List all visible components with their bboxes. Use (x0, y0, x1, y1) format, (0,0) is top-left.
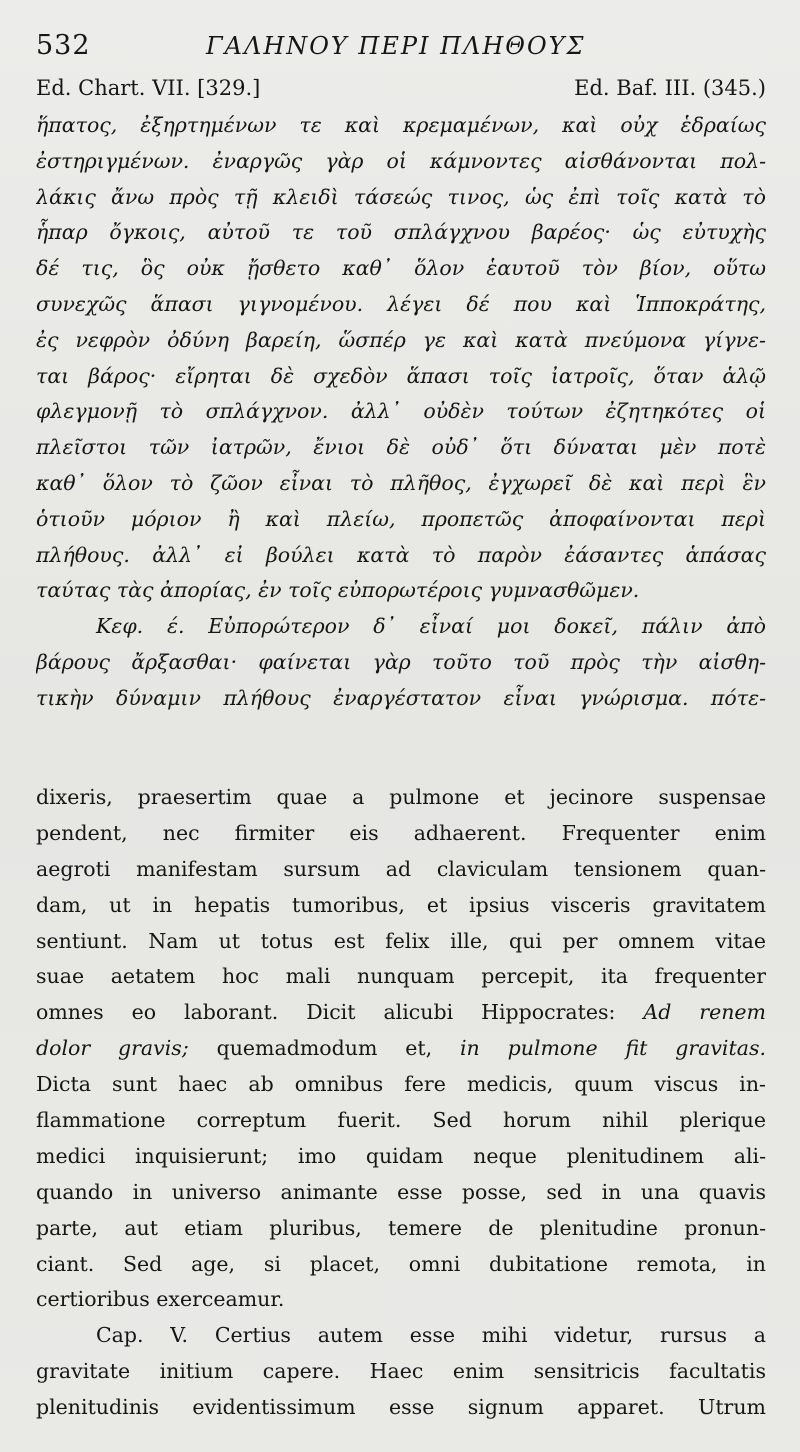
latin-line: flammatione correptum fuerit. Sed horum nihil plerique (36, 1108, 766, 1133)
latin-line (36, 1031, 766, 1067)
latin-line: sentiunt. Nam ut totus est felix ille, qui per omnem vitae (36, 928, 766, 953)
greek-line: ὁτιοῦν μόριον ἢ καὶ πλείω, προπετῶς ἀποφαίνονται περὶ (36, 506, 766, 531)
greek-line: καθ᾽ ὅλον τὸ ζῶον εἶναι τὸ πλῆθος, ἐγχωρεῖ δὲ καὶ περὶ ἓν (36, 470, 766, 495)
latin-line: ciant. Sed age, si placet, omni dubitatione remota, in (36, 1251, 766, 1276)
latin-line: aegroti manifestam sursum ad claviculam tensionem quan- (36, 856, 766, 881)
running-title: ΓΑΛΗΝΟΥ ΠΕΡΙ ΠΛΗΘΟΥΣ (206, 32, 586, 60)
greek-line: ἐστηριγμένων. ἐναργῶς γὰρ οἱ κάμνοντες αἰσθάνονται πολ- (36, 148, 766, 173)
latin-line: dam, ut in hepatis tumoribus, et ipsius visceris gravitatem (36, 892, 766, 917)
greek-line: δέ τις, ὃς οὐκ ᾔσθετο καθ᾽ ὅλον ἑαυτοῦ τὸν βίον, οὕτω (36, 256, 766, 281)
latin-line (36, 995, 766, 1031)
latin-line: pendent, nec firmiter eis adhaerent. Frequenter enim (36, 820, 766, 845)
greek-text-block (36, 108, 766, 717)
greek-line: φλεγμονῇ τὸ σπλάγχνον. ἀλλ᾽ οὐδὲν τούτων ἐζητηκότες οἱ (36, 399, 766, 424)
greek-line: ται βάρος· εἴρηται δὲ σχεδὸν ἅπασι τοῖς ἰατροῖς, ὅταν ἁλῷ (36, 363, 766, 388)
latin-line: plenitudinis evidentissimum esse signum apparet. Utrum (36, 1395, 766, 1420)
latin-line: medici inquisierunt; imo quidam neque plenitudinem ali- (36, 1143, 766, 1168)
latin-line: dixeris, praesertim quae a pulmone et jecinore suspensae (36, 785, 766, 809)
greek-line: ἐς νεφρὸν ὀδύνη βαρείη, ὥσπέρ γε καὶ κατὰ πνεύμονα γίγνε- (36, 327, 766, 352)
greek-line: ταύτας τὰς ἀπορίας, ἐν τοῖς εὐπορωτέροις γυμνασθῶμεν. (36, 578, 640, 603)
latin-text-segment: omnes eo laborant. Dicit alicubi Hippocrates: (36, 1000, 616, 1025)
greek-line: πλεῖστοι τῶν ἰατρῶν, ἔνιοι δὲ οὐδ᾽ ὅτι δύναται μὲν ποτὲ (36, 435, 766, 460)
latin-quote-italic: dolor gravis; (36, 1036, 189, 1061)
latin-text-segment: quemadmodum et, (216, 1036, 433, 1061)
latin-quote-italic: in pulmone fit gravitas. (459, 1036, 766, 1061)
latin-line: Dicta sunt haec ab omnibus fere medicis, quum viscus in- (36, 1072, 766, 1097)
page-number: 532 (36, 30, 91, 61)
edition-reference-line (36, 76, 766, 104)
latin-text-block (36, 780, 766, 1426)
greek-line: τικὴν δύναμιν πλήθους ἐναργέστατον εἶναι γνώρισμα. πότε- (36, 685, 766, 710)
latin-line: quando in universo animante esse posse, sed in una quavis (36, 1179, 766, 1204)
edition-basel-ref: Ed. Baf. III. (345.) (574, 76, 766, 100)
greek-line: ἥπατος, ἐξηρτημένων τε καὶ κρεμαμένων, καὶ οὐχ ἑδραίως (36, 113, 766, 137)
greek-line: ἧπαρ ὄγκοις, αὐτοῦ τε τοῦ σπλάγχνου βαρέος· ὡς εὐτυχὴς (36, 220, 766, 245)
greek-line: λάκις ἄνω πρὸς τῇ κλειδὶ τάσεώς τινος, ὡς ἐπὶ τοῖς κατὰ τὸ (36, 184, 766, 209)
latin-line: certioribus exerceamur. (36, 1287, 285, 1312)
latin-quote-italic: Ad renem (643, 1000, 766, 1025)
latin-line: parte, aut etiam pluribus, temere de plenitudine pronun- (36, 1215, 766, 1240)
latin-line: suae aetatem hoc mali nunquam percepit, ita frequenter (36, 964, 766, 989)
latin-line: gravitate initium capere. Haec enim sensitricis facultatis (36, 1359, 766, 1384)
page-header (36, 26, 776, 66)
latin-chapter-line: Cap. V. Certius autem esse mihi videtur, rursus a (96, 1323, 766, 1348)
greek-line: βάρους ἄρξασθαι· φαίνεται γὰρ τοῦτο τοῦ πρὸς τὴν αἰσθη- (36, 649, 766, 674)
greek-line: πλήθους. ἀλλ᾽ εἰ βούλει κατὰ τὸ παρὸν ἐάσαντες ἁπάσας (36, 542, 766, 567)
greek-chapter-line: Κεφ. έ. Εὐπορώτερον δ᾽ εἶναί μοι δοκεῖ, πάλιν ἀπὸ (96, 614, 766, 639)
greek-line: συνεχῶς ἅπασι γιγνομένου. λέγει δέ που καὶ Ἱπποκράτης, (36, 291, 766, 316)
edition-chartier-ref: Ed. Chart. VII. [329.] (36, 76, 261, 100)
